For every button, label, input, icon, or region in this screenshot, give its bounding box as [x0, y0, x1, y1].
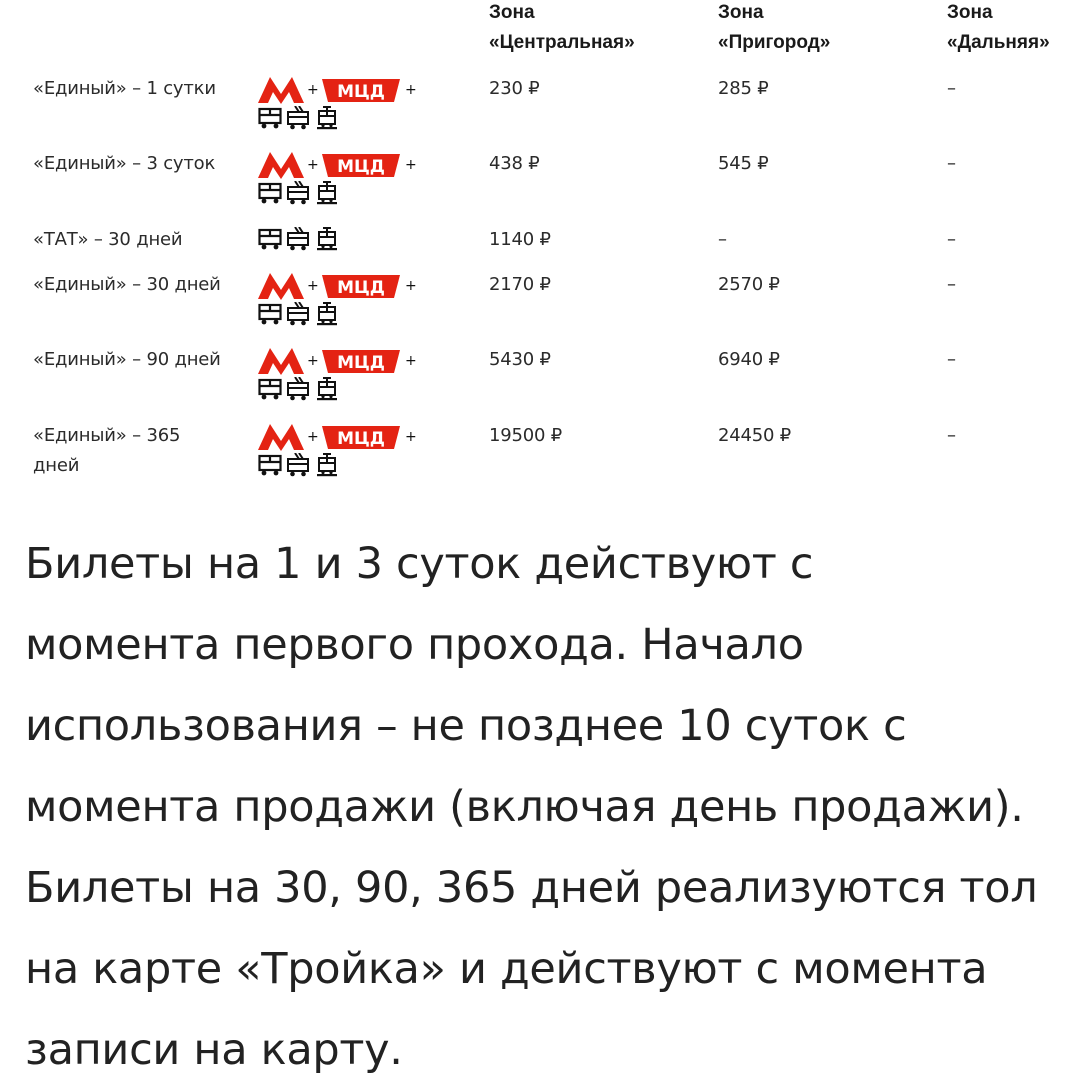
mcd-label: МЦД	[337, 278, 385, 298]
table-row-name: «Единый» – 90 дней	[33, 349, 221, 370]
plus-sign: +	[405, 353, 417, 369]
bus-icon	[260, 380, 281, 399]
metro-logo-icon	[258, 348, 304, 375]
price-far: –	[947, 229, 956, 250]
price-suburb: 545 ₽	[718, 153, 769, 174]
mcd-label: МЦД	[337, 429, 385, 449]
bus-icon	[260, 184, 281, 203]
price-central: 19500 ₽	[489, 425, 563, 446]
table-row-name: «Единый» – 3 суток	[33, 153, 216, 174]
paragraph-line: Билеты на 1 и 3 суток действуют с	[25, 539, 814, 589]
mcd-logo-icon	[322, 79, 400, 102]
mcd-logo-icon	[322, 426, 400, 449]
price-far: –	[947, 78, 956, 99]
zone-header-line2: «Центральная»	[489, 32, 635, 53]
zone-header-line1: Зона	[489, 2, 535, 23]
plus-sign: +	[307, 82, 319, 98]
trolleybus-icon	[288, 453, 308, 476]
plus-sign: +	[307, 157, 319, 173]
mcd-label: МЦД	[337, 82, 385, 102]
price-central: 1140 ₽	[489, 229, 551, 250]
plus-sign: +	[405, 82, 417, 98]
zone-header-line1: Зона	[718, 2, 764, 23]
transport-modes	[258, 74, 428, 130]
mcd-logo-icon	[322, 275, 400, 298]
tram-icon	[317, 454, 337, 476]
plus-sign: +	[405, 429, 417, 445]
mcd-logo-icon	[322, 350, 400, 373]
bus-icon	[260, 456, 281, 475]
trolleybus-icon	[288, 181, 308, 204]
transport-modes	[258, 270, 428, 326]
paragraph-line: записи на карту.	[25, 1025, 403, 1075]
zone-header-suburb	[718, 0, 830, 58]
bus-icon	[260, 305, 281, 324]
mcd-label: МЦД	[337, 353, 385, 373]
price-central: 438 ₽	[489, 153, 540, 174]
zone-header-line2: «Пригород»	[718, 32, 831, 53]
plus-sign: +	[405, 157, 417, 173]
tram-icon	[317, 378, 337, 400]
paragraph-line: на карте «Тройка» и действуют с момента	[25, 944, 988, 994]
zone-header-line2: «Дальняя»	[947, 32, 1050, 53]
tram-icon	[317, 182, 337, 204]
trolleybus-icon	[288, 377, 308, 400]
price-far: –	[947, 153, 956, 174]
plus-sign: +	[307, 278, 319, 294]
table-row-name: «Единый» – 1 сутки	[33, 78, 216, 99]
zone-header-far	[947, 0, 1050, 58]
metro-logo-icon	[258, 273, 304, 300]
price-central: 5430 ₽	[489, 349, 551, 370]
price-central: 2170 ₽	[489, 274, 551, 295]
price-far: –	[947, 274, 956, 295]
zone-header-central	[489, 0, 635, 58]
metro-logo-icon	[258, 152, 304, 179]
price-suburb: 6940 ₽	[718, 349, 780, 370]
mcd-label: МЦД	[337, 157, 385, 177]
transport-modes	[258, 149, 428, 205]
zone-header-line1: Зона	[947, 2, 993, 23]
tram-icon	[317, 107, 337, 129]
trolleybus-icon	[288, 106, 308, 129]
price-far: –	[947, 425, 956, 446]
price-suburb: 2570 ₽	[718, 274, 780, 295]
paragraph-line: момента продажи (включая день продажи).	[25, 782, 1024, 832]
price-suburb: 285 ₽	[718, 78, 769, 99]
price-central: 230 ₽	[489, 78, 540, 99]
metro-logo-icon	[258, 424, 304, 451]
table-row-name: «ТАТ» – 30 дней	[33, 229, 183, 250]
plus-sign: +	[405, 278, 417, 294]
tram-icon	[317, 303, 337, 325]
price-suburb: –	[718, 229, 727, 250]
paragraph-line: момента первого прохода. Начало	[25, 620, 804, 670]
mcd-logo-icon	[322, 154, 400, 177]
trolleybus-icon	[288, 227, 308, 250]
paragraph-line: Билеты на 30, 90, 365 дней реализуются тол	[25, 863, 1038, 913]
transport-modes	[258, 226, 428, 252]
price-far: –	[947, 349, 956, 370]
transport-modes	[258, 421, 428, 477]
tram-icon	[317, 228, 337, 250]
price-suburb: 24450 ₽	[718, 425, 792, 446]
bus-icon	[260, 230, 281, 249]
info-paragraph	[25, 524, 1080, 1091]
plus-sign: +	[307, 429, 319, 445]
bus-icon	[260, 109, 281, 128]
trolleybus-icon	[288, 302, 308, 325]
table-row-name: «Единый» – 30 дней	[33, 274, 221, 295]
metro-logo-icon	[258, 77, 304, 104]
transport-modes	[258, 345, 428, 401]
table-row-name: «Единый» – 365 дней	[33, 425, 181, 476]
paragraph-line: использования – не позднее 10 суток с	[25, 701, 907, 751]
plus-sign: +	[307, 353, 319, 369]
